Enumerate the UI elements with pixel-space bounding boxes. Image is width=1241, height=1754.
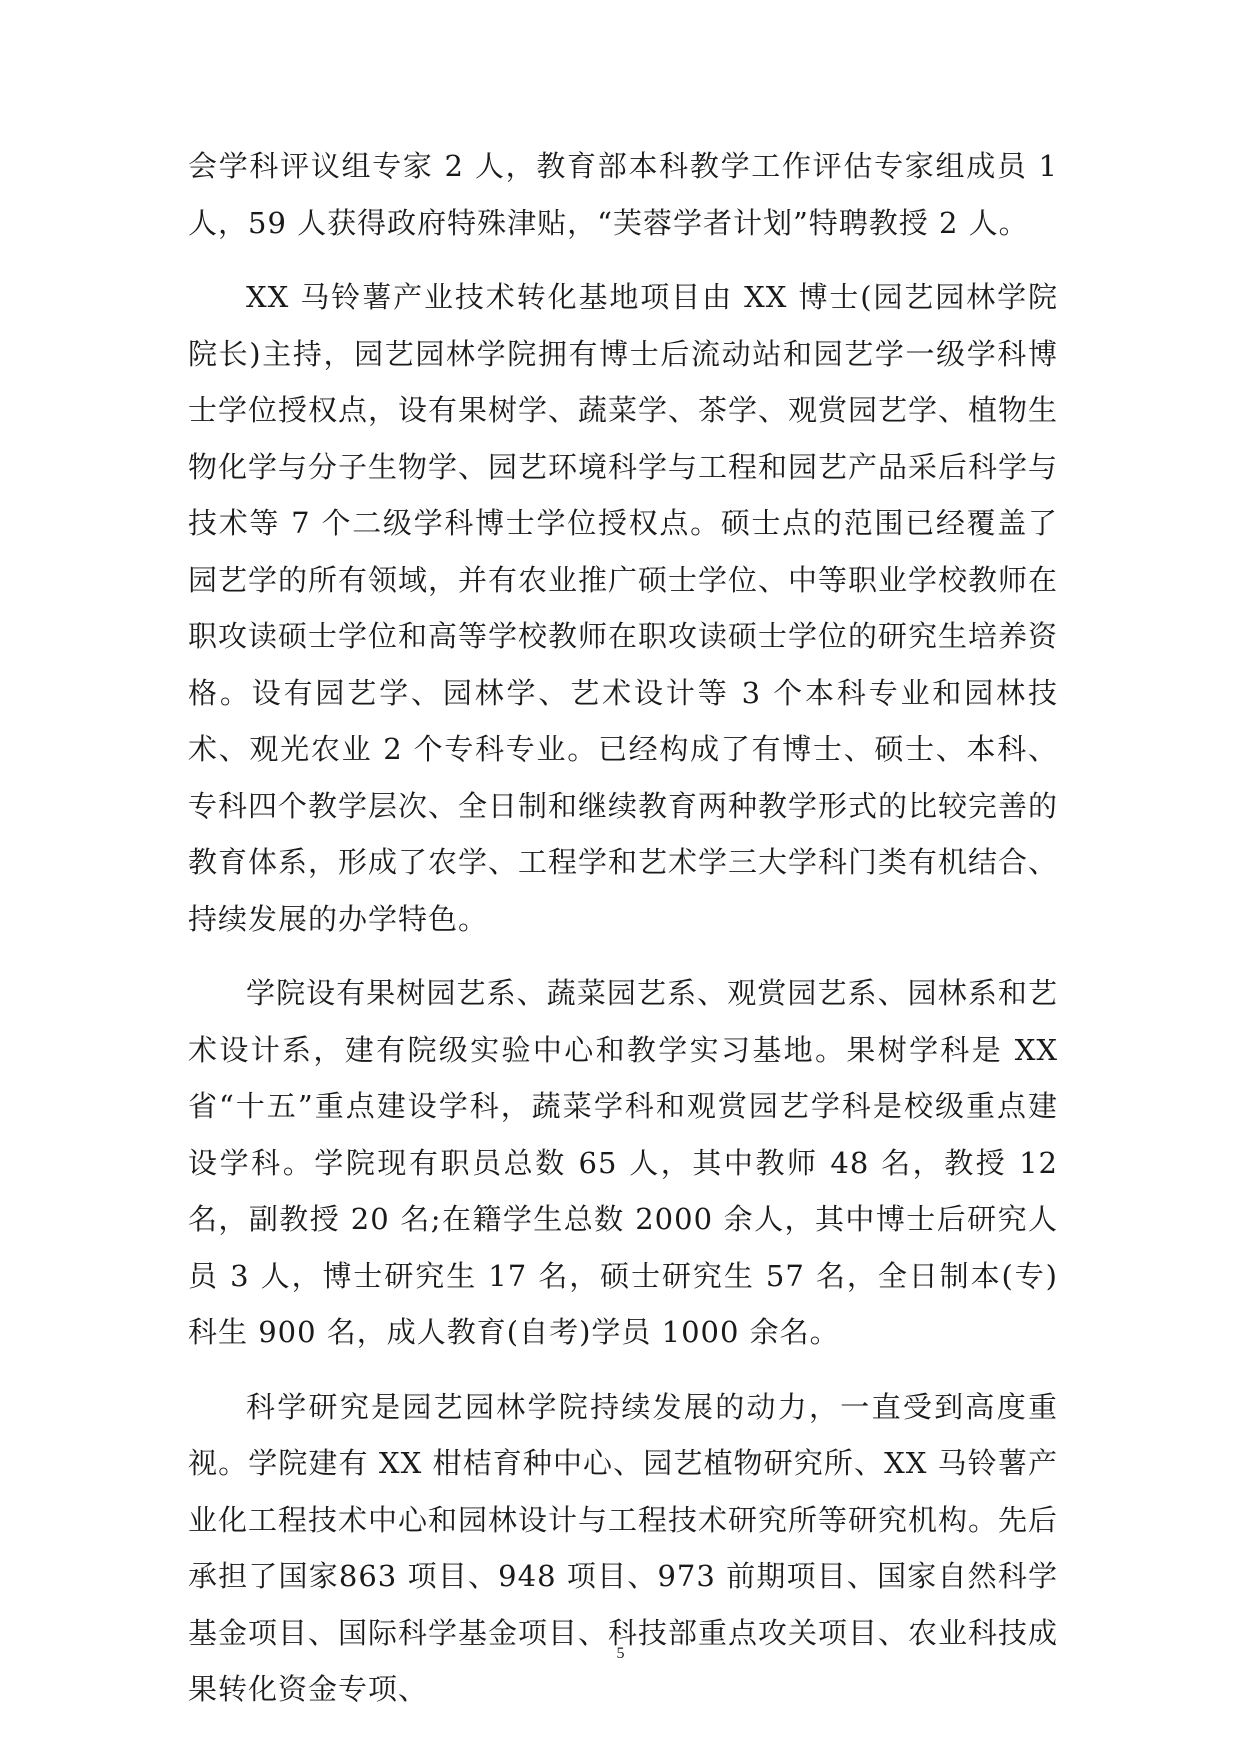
body-text bbox=[188, 138, 1058, 1718]
page-number: 5 bbox=[616, 1645, 625, 1662]
paragraph-research: 科学研究是园艺园林学院持续发展的动力，一直受到高度重视。学院建有 XX 柑桔育种中心、园艺植物研究所、XX 马铃薯产业化工程技术中心和园林设计与工程技术研究所等研究机构。先后承担了国家863 项目、948 项目、973 前期项目、国家自然科学基金项目、国际科学基金项目、科技部重点攻关项目、农业科技成果转化资金专项、 bbox=[188, 1389, 1059, 1706]
paragraph-continuation: 会学科评议组专家 2 人，教育部本科教学工作评估专家组成员 1 人，59 人获得政府特殊津贴，“芙蓉学者计划”特聘教授 2 人。 bbox=[188, 149, 1058, 240]
paragraph-potato-base-project: XX 马铃薯产业技术转化基地项目由 XX 博士(园艺园林学院院长)主持，园艺园林学院拥有博士后流动站和园艺学一级学科博士学位授权点，设有果树学、蔬菜学、茶学、观赏园艺学、植物生物化学与分子生物学、园艺环境科学与工程和园艺产品采后科学与技术等 7 个二级学科博士学位授权点。硕士点的范围已经覆盖了园艺学的所有领域，并有农业推广硕士学位、中等职业学校教师在职攻读硕士学位和高等学校教师在职攻读硕士学位的研究生培养资格。设有园艺学、园林学、艺术设计等 3 个本科专业和园林技术、观光农业 2 个专科专业。已经构成了有博士、硕士、本科、专科四个教学层次、全日制和继续教育两种教学形式的比较完善的教育体系，形成了农学、工程学和艺术学三大学科门类有机结合、持续发展的办学特色。 bbox=[188, 280, 1059, 936]
paragraph-departments: 学院设有果树园艺系、蔬菜园艺系、观赏园艺系、园林系和艺术设计系，建有院级实验中心和教学实习基地。果树学科是 XX 省“十五”重点建设学科，蔬菜学科和观赏园艺学科是校级重点建设学科。学院现有职员总数 65 人，其中教师 48 名，教授 12 名，副教授 20 名;在籍学生总数 2000 余人，其中博士后研究人员 3 人，博士研究生 17 名，硕士研究生 57 名，全日制本(专)科生 900 名，成人教育(自考)学员 1000 余名。 bbox=[188, 976, 1058, 1349]
